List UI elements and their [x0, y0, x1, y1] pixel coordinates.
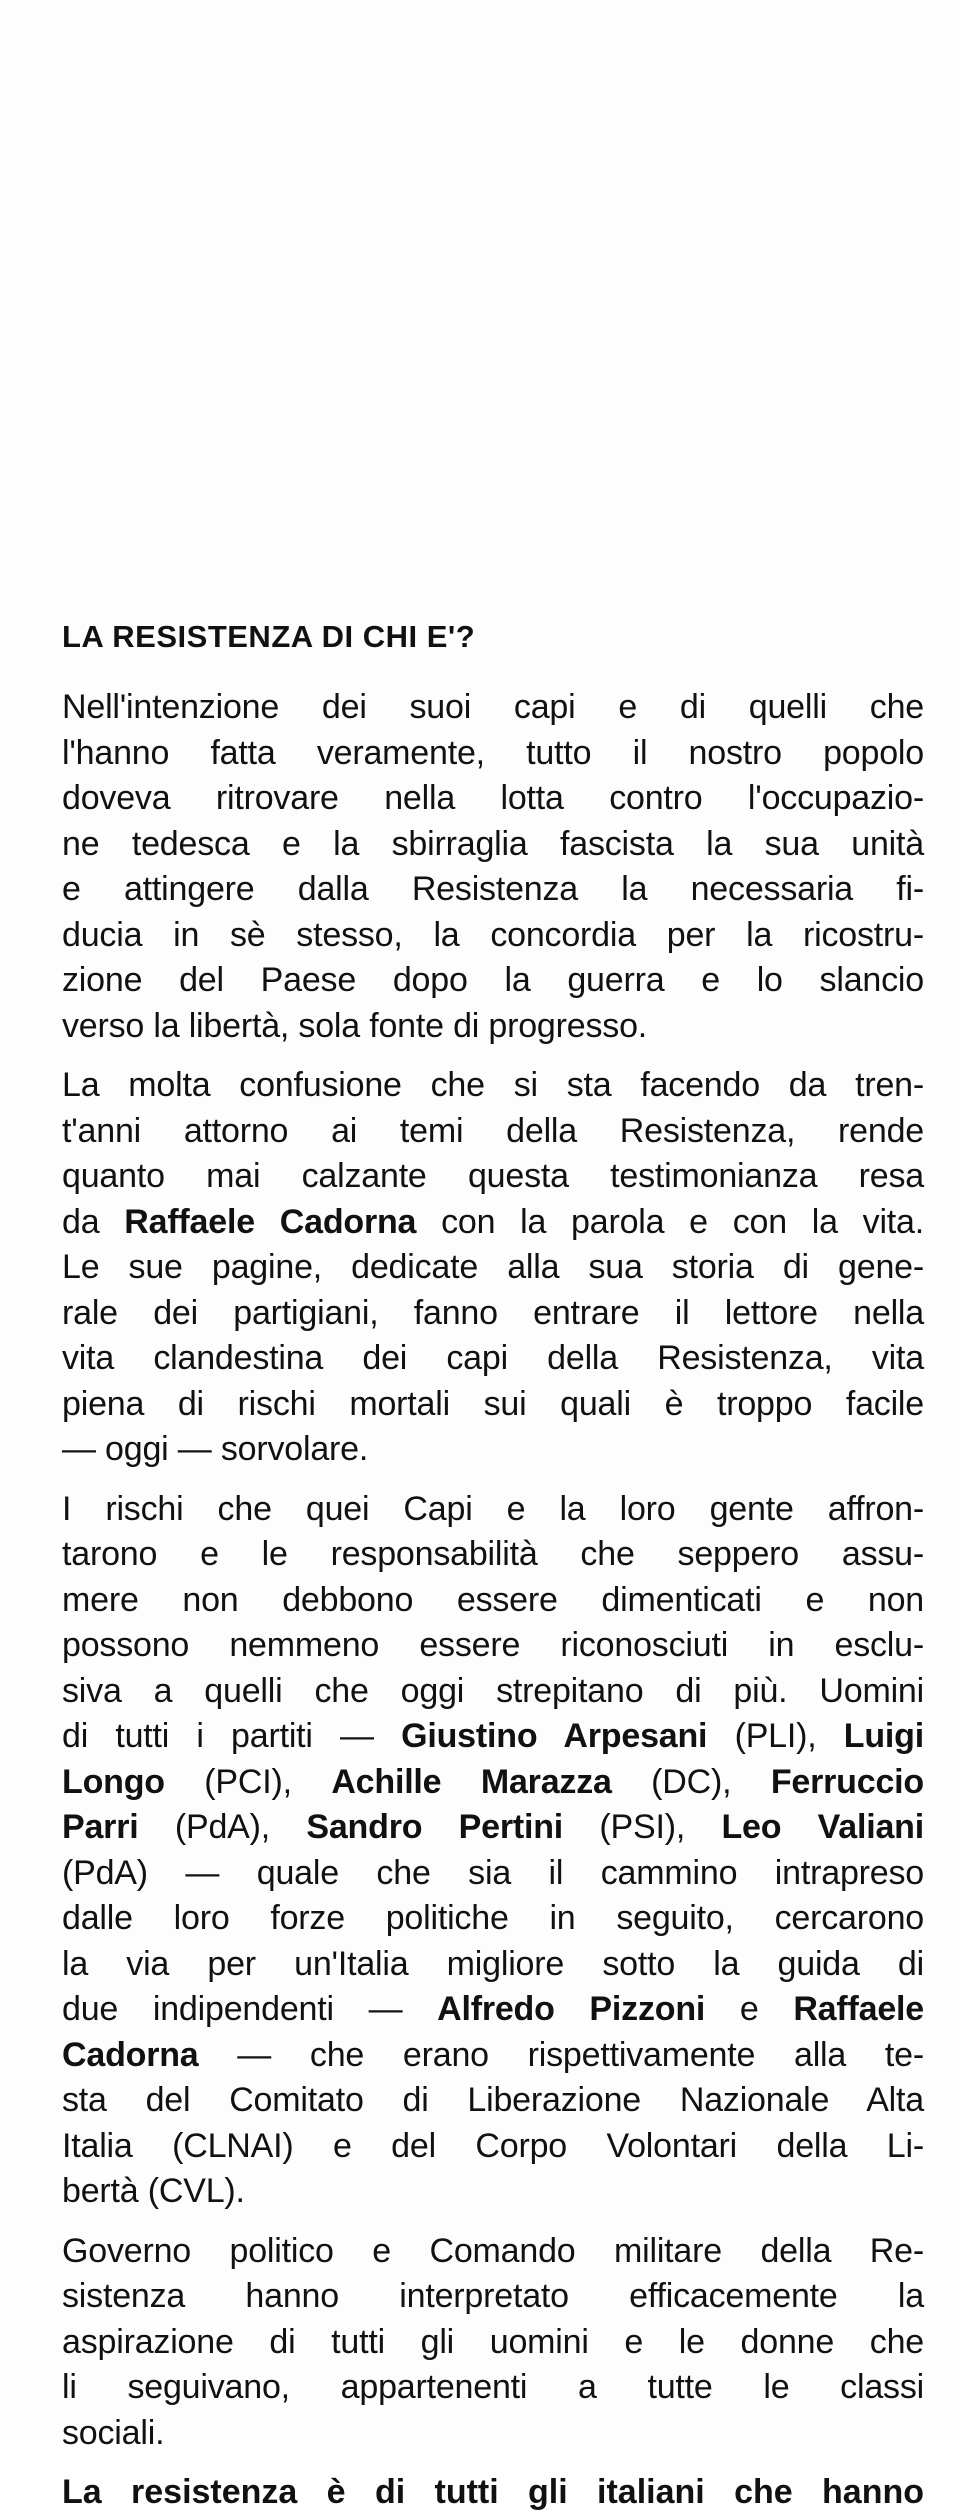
text-line: [62, 1063, 924, 1109]
paragraph: [62, 2229, 924, 2457]
text-segment: sociali.: [62, 2413, 165, 2452]
text-segment: (PCI),: [164, 1762, 332, 1801]
text-line: [62, 913, 924, 959]
text-line: [62, 1154, 924, 1200]
text-segment: t'anni attorno ai temi della Resistenza, rende: [62, 1111, 924, 1150]
text-segment: Italia (CLNAI) e del Corpo Volontari della Li-: [62, 2126, 924, 2165]
text-line: [62, 1714, 924, 1760]
text-line: [62, 2411, 924, 2457]
text-line: [62, 685, 924, 731]
text-line: [62, 2320, 924, 2366]
text-segment: due indipendenti —: [62, 1990, 438, 2028]
text-segment: sistenza hanno interpretato efficacemente la: [62, 2277, 924, 2315]
text-line: [62, 1200, 924, 1246]
text-line: [62, 1669, 924, 1715]
text-line: [62, 1896, 924, 1942]
text-line: [62, 2169, 924, 2215]
text-line: [62, 1291, 924, 1337]
bold-name: Longo: [62, 1762, 165, 1801]
text-segment: li seguivano, appartenenti a tutte le classi: [62, 2368, 924, 2406]
bold-name: Achille Marazza: [331, 1762, 612, 1801]
text-segment: zione del Paese dopo la guerra e lo slancio: [62, 961, 924, 999]
section-heading: LA RESISTENZA DI CHI E'?: [62, 619, 476, 654]
text-line: [62, 1004, 924, 1050]
paragraph: [62, 1063, 924, 1473]
text-column: [62, 615, 924, 2516]
text-segment: (PSI),: [563, 1808, 722, 1846]
bold-name: Ferruccio: [770, 1762, 924, 1801]
text-segment: doveva ritrovare nella lotta contro l'occupazio-: [62, 779, 924, 817]
text-line: [62, 1760, 924, 1806]
text-segment: quanto mai calzante questa testimonianza resa: [62, 1157, 924, 1195]
text-segment: la via per un'Italia migliore sotto la guida di: [62, 1944, 924, 1983]
bold-name: Giustino Arpesani: [401, 1717, 708, 1755]
text-segment: — che erano rispettivamente alla te-: [198, 2035, 924, 2074]
text-segment: I rischi che quei Capi e la loro gente affron-: [62, 1489, 924, 1528]
text-line: [62, 2274, 924, 2320]
body-text: [62, 685, 924, 2456]
text-segment: aspirazione di tutti gli uomini e le donne che: [62, 2322, 924, 2361]
text-line: [62, 1851, 924, 1897]
text-segment: rale dei partigiani, fanno entrare il lettore nella: [62, 1293, 924, 1332]
text-segment: ne tedesca e la sbirraglia fascista la sua unità: [62, 824, 924, 863]
bold-name: Raffaele: [793, 1990, 924, 2028]
text-segment: bertà (CVL).: [62, 2172, 245, 2210]
text-segment: mere non debbono essere dimenticati e non: [62, 1580, 924, 1619]
bold-name: Cadorna: [62, 2035, 199, 2074]
text-line: [62, 1942, 924, 1988]
text-segment: (PdA),: [138, 1808, 307, 1846]
text-line: [62, 1532, 924, 1578]
text-segment: tarono e le responsabilità che seppero assu-: [62, 1535, 924, 1573]
text-segment: (PdA) — quale che sia il cammino intrapreso: [62, 1853, 924, 1892]
text-line: [62, 1578, 924, 1624]
text-segment: sta del Comitato di Liberazione Nazionale Alta: [62, 2081, 924, 2119]
text-segment: e attingere dalla Resistenza la necessaria fi-: [62, 870, 924, 908]
text-segment: e: [705, 1990, 794, 2028]
text-segment: dalle loro forze politiche in seguito, cercarono: [62, 1899, 924, 1937]
text-line: [62, 1336, 924, 1382]
paragraph: [62, 1487, 924, 2215]
text-line: [62, 867, 924, 913]
text-segment: di tutti i partiti —: [62, 1717, 402, 1755]
text-segment: verso la libertà, sola fonte di progresso.: [62, 1006, 648, 1045]
bold-name: Leo Valiani: [721, 1808, 924, 1846]
text-segment: — oggi — sorvolare.: [62, 1430, 369, 1468]
text-line: [62, 1109, 924, 1155]
text-segment: La molta confusione che si sta facendo da tren-: [62, 1066, 924, 1104]
text-line: [62, 2365, 924, 2411]
text-line: [62, 2033, 924, 2079]
text-segment: siva a quelli che oggi strepitano di più. Uomini: [62, 1671, 924, 1710]
text-line: [62, 2124, 924, 2170]
text-line: [62, 1382, 924, 1428]
text-line: [62, 731, 924, 777]
text-segment: piena di rischi mortali sui quali è troppo facile: [62, 1384, 924, 1423]
text-segment: Nell'intenzione dei suoi capi e di quelli che: [62, 688, 924, 726]
text-segment: ducia in sè stesso, la concordia per la ricostru-: [62, 915, 924, 954]
text-segment: con la parola e con la vita.: [416, 1202, 925, 1241]
text-segment: Governo politico e Comando militare della Re-: [62, 2231, 924, 2270]
text-line: [62, 1427, 924, 1473]
text-segment: l'hanno fatta veramente, tutto il nostro popolo: [62, 733, 924, 772]
text-line: [62, 1623, 924, 1669]
closing-text: La resistenza è di tutti gli italiani che hanno: [62, 2473, 924, 2511]
text-line: [62, 1487, 924, 1533]
text-line: [62, 958, 924, 1004]
text-segment: (DC),: [611, 1762, 771, 1801]
text-line: [62, 1245, 924, 1291]
bold-name: Alfredo Pizzoni: [437, 1990, 706, 2028]
text-line: [62, 776, 924, 822]
bold-name: Raffaele Cadorna: [124, 1202, 417, 1241]
text-line: [62, 1987, 924, 2033]
text-segment: da: [62, 1202, 125, 1241]
text-line: [62, 1805, 924, 1851]
text-line: [62, 2078, 924, 2124]
text-line: [62, 2229, 924, 2275]
text-segment: (PLI),: [707, 1717, 844, 1755]
bold-name: Sandro Pertini: [306, 1808, 564, 1846]
text-segment: Le sue pagine, dedicate alla sua storia di gene-: [62, 1248, 924, 1286]
closing-line: [62, 2470, 924, 2516]
text-line: [62, 822, 924, 868]
text-segment: vita clandestina dei capi della Resistenza, vita: [62, 1339, 924, 1377]
paragraph: [62, 685, 924, 1049]
bold-name: Parri: [62, 1808, 139, 1846]
bold-name: Luigi: [843, 1717, 924, 1755]
text-segment: possono nemmeno essere riconosciuti in esclu-: [62, 1626, 924, 1664]
